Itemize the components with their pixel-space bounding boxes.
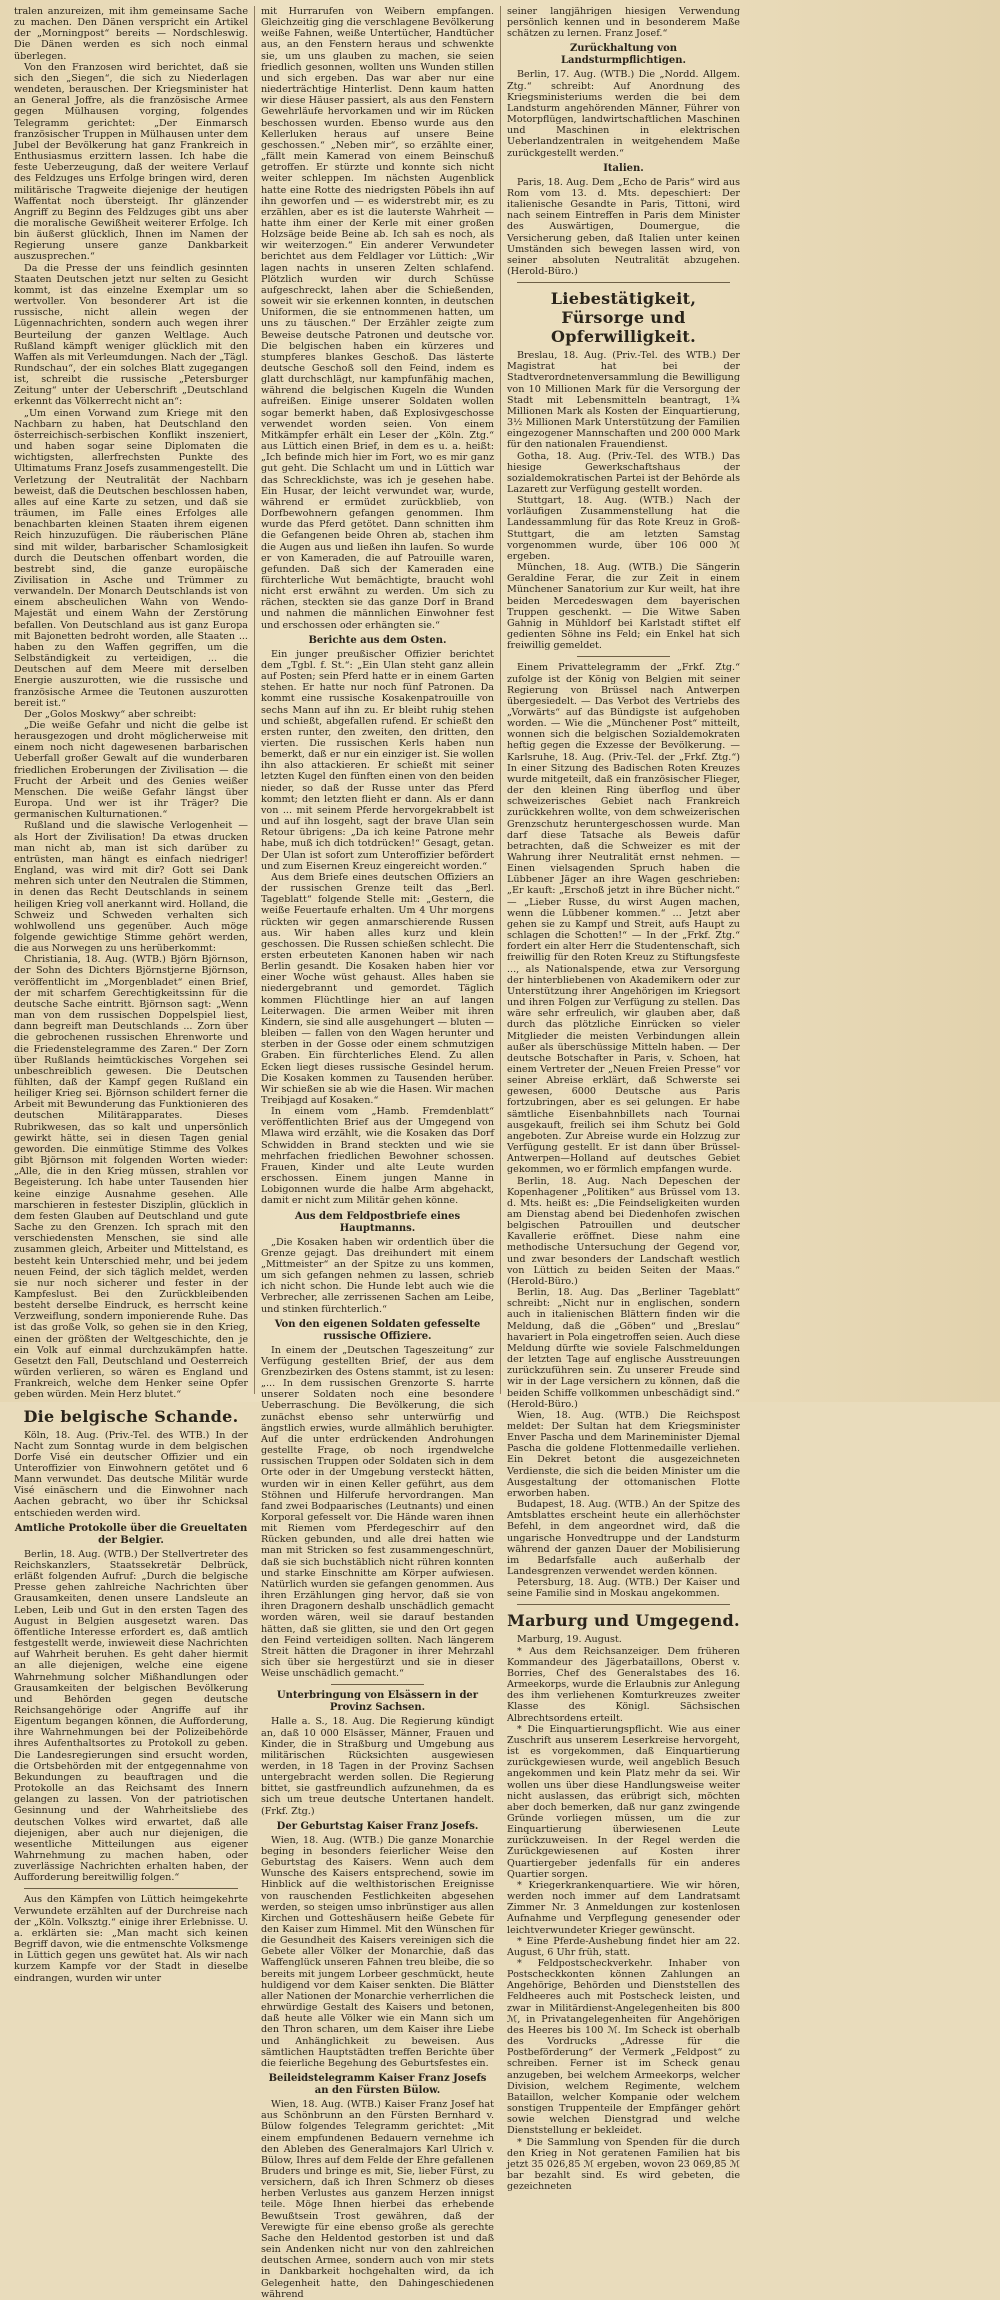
article-paragraph: seiner langjährigen hiesigen Verwendung persönlich kennen und in besonderem Maße schätzen zu lernen. Franz Josef.“ [507,6,740,40]
article-paragraph: Marburg, 19. August. [517,1634,622,1646]
section-heading: Marburg und Umgegend. [507,1611,740,1631]
article-paragraph: Berlin, 17. Aug. (WTB.) Die „Nordd. Allgem. Ztg.“ schreibt: Auf Anordnung des Kriegsministeriums werden die bei dem Landsturm angehörenden Männer, Führer von Motorpflügen, landwirtschaftlichen Maschinen und Maschinen in elektrischen Ueberlandzentralen in weitgehendem Maße zurückgestellt werden.“ [507,69,740,159]
article-paragraph: Da die Presse der uns feindlich gesinnten Staaten Deutschen jetzt nur selten zu Gesicht kommt, ist das einzelne Exemplar um so wertvoller. Von besonderer Art ist die russische, nicht allein wegen der Lügennachrichten, sondern auch wegen ihrer Beurteilung der ganzen Weltlage. Auch Rußland kämpft weniger glücklich mit den Waffen als mit Verleumdungen. Nach der „Tägl. Rundschau“, der ein solches Blatt zugegangen ist, schreibt die russische „Petersburger Zeitung“ unter der Ueberschrift „Deutschland erkennt das Völkerrecht nicht an“: [14,262,248,408]
article-subheading: Von den eigenen Soldaten gefesselte russische Offiziere. [274,1318,481,1342]
article-paragraph: In einem vom „Hamb. Fremdenblatt“ veröffentlichten Brief aus der Umgegend von Mlawa wird erzählt, wie die Kosaken das Dorf Schwidden in Brand steckten und wie sie mehrfachen friedlichen Bewohner schossen. Frauen, Kinder und alte Leute wurden erschossen. Einem jungen Manne in Lobigonnen wurde die halbe Arm abgehackt, damit er nicht zum Militär gehen könne. [261,1106,494,1207]
article-subheading: Aus dem Feldpostbriefe eines Hauptmanns. [294,1210,461,1234]
article-paragraph: * Kriegerkrankenquartiere. Wie wir hören, werden noch immer auf dem Landratsamt Zimmer Nr. 3 Anmeldungen zur kostenlosen Aufnahme und Verpflegung genesender oder leichtverwundeter Krieger gewünscht. [507,1879,740,1936]
article-paragraph: „Die Kosaken haben wir ordentlich über die Grenze gejagt. Das dreihundert mit einem „Mittmeister“ an der Spitze zu uns kommen, um sich gefangen nehmen zu lassen, schrieb ich nicht schon. Die Hunde lebt auch wie die Verbrecher, alle zerrissenen Sachen am Leibe, und stinken fürchterlich.“ [261,1236,494,1315]
column-1 [8,6,254,1984]
article-paragraph: Einem Privattelegramm der „Frkf. Ztg.“ zufolge ist der König von Belgien mit seiner Regierung von Brüssel nach Antwerpen übergesiedelt. — Das Verbot des Vertriebs des „Vorwärts“ auf das Bündigste ist aufgehoben worden. — Wie die „Münchener Post“ mitteilt, wonnen sich die belgischen Sozialdemokraten heftig gegen die Exzesse der Bevölkerung. — Karlsruhe, 18. Aug. (Priv.-Tel. der „Frkf. Ztg.“) In einer Sitzung des Badischen Roten Kreuzes wurde mitgeteilt, daß ein französischer Flieger, der den kleinen Ring überflog und über schweizerisches Gebiet nach Frankreich zurückkehren wollte, von dem schweizerischen Grenzschutz heruntergeschossen wurde. Man darf diese Tatsache als Beweis dafür betrachten, daß die Schweizer es mit der Wahrung ihrer Neutralität ernst nehmen. — Einen vielsagenden Spruch haben die Lübbener Jäger an ihre Wagen geschrieben: „Er kauft: „Erschoß jetzt in ihre Bücher nicht.“ — „Lieber Russe, du wirst Augen machen, wenn die Lübbener kommen.“ ... Jetzt aber gehen sie zu Kampf und Streit, aufs Haupt zu schlagen die Schotten!“ — In der „Frkf. Ztg.“ fordert ein alter Herr die Studentenschaft, sich freiwillig für den Roten Kreuz zu Stiftungsfeste ..., als Nationalspende, etwa zur Versorgung der hinterbliebenen von Akademikern oder zur Unterstützung ihrer Angehörigen im Kriegsort und ihren Folgen zur Verfügung zu stellen. Das wäre sehr erfreulich, wir glauben aber, daß durch das plötzliche Einrücken so vieler Mitglieder die meisten Verbindungen allein außer als überschüssige Mitteln haben. — Der deutsche Botschafter in Paris, v. Schoen, hat einem Vertreter der „Neuen Freien Presse“ vor seiner Abreise erklärt, daß Schwerste sei gewesen, 6000 Deutsche aus Paris fortzubringen, aber es sei gelungen. Er habe sämtliche Eisenbahnbillets nach Tournai ausgekauft, freilich sei ihm Schutz bei Gold angeboten. Zur Abreise wurde ein Holzzug zur Verfügung gestellt. Er ist dann über Brüssel-Antwerpen—Holland auf deutsches Gebiet gekommen, wo er förmlich empfangen wurde. [507,662,740,1176]
article-paragraph: Wien, 18. Aug. (WTB.) Die Reichspost meldet: Der Sultan hat dem Kriegsminister Enver Pascha und dem Marineminister Djemal Pascha die goldene Flottenmedaille verliehen. Ein Dekret betont die ausgezeichneten Verdienste, die sich die beiden Minister um die Ausgestaltung der ottomanischen Flotte erworben haben. [507,1409,740,1499]
column-2 [254,6,500,2300]
article-paragraph: mit Hurrarufen von Weibern empfangen. Gleichzeitig ging die verschlagene Bevölkerung weiße Fahnen, weiße Untertücher, Handtücher aus, an den Fenstern heraus und schwenkte sie, um uns glauben zu machen, sie seien friedlich gesonnen, wollten uns Wunden stillen und sich ergeben. Das war aber nur eine niederträchtige Hinterlist. Denn kaum hatten wir diese Häuser passiert, als aus den Fenstern Gewehrläufe hervorkamen und wir im Rücken beschossen wurden. Ebenso wurde aus den Kellerluken heraus auf unsere Beine geschossen.“ „Neben mir“, so erzählte einer, „fällt mein Kamerad von einem Beinschuß getroffen. Er stürzte und konnte sich nicht weiter schleppen. Im nächsten Augenblick hatte eine Rotte des niedrigsten Pöbels ihn auf ihn geworfen und — es widerstrebt mir, es zu erzählen, aber es ist die lauterste Wahrheit — hatte ihm einer der Kerle mit einer großen Holzsäge beide Beine ab. Ich sah es noch, als wir weiterzogen.“ Ein anderer Verwundeter berichtet aus dem Feldlager vor Lüttich: „Wir lagen nachts in unseren Zelten schlafend. Plötzlich wurden wir durch Schüsse aufgeschreckt, lahen aber die Schießenden, soweit wir sie erkennen konnten, in deutschen Uniformen, die sie entnommenen hatten, um uns zu täuschen.“ Der Erzähler zeigte zum Beweise deutsche Patronen und deutsche vor. Die belgischen haben ein kürzeres und stumpferes blankes Geschoß. Das lästerte deutsche Geschoß soll den Feind, indem es glatt durchschlägt, nur kampfunfähig machen, während die belgischen Kugeln die Wunden aufreißen. Einige unserer Soldaten wollen sogar bemerkt haben, daß Explosivgeschosse verwendet worden seien. Von einem Mitkämpfer erhält ein Leser der „Köln. Ztg.“ aus Lüttich einen Brief, in dem es u. a. heißt: „Ich befinde mich hier im Fort, wo es mir ganz gut geht. Die Schlacht um und in Lüttich war das Schrecklichste, was ich je gesehen habe. Ein Husar, der leicht verwundet war, wurde, während er ermüdet zurückblieb, von Dorfbewohnern gefangen genommen. Ihm wurde das Pferd getötet. Dann schnitten ihm die Gefangenen beide Ohren ab, stachen ihm die Augen aus und ließen ihn laufen. So wurde er von Kameraden, die auf Patrouille waren, gefunden. Daß sich der Kameraden eine fürchterliche Wut bemächtigte, braucht wohl nicht erst erwähnt zu werden. Um sich zu rächen, steckten sie das ganze Dorf in Brand und nahmen die männlichen Einwohner fest und erschossen oder erhängten sie.“ [261,6,494,631]
article-subheading: Zurückhaltung von Landsturmpflichtigen. [560,43,687,67]
column-3 [500,6,746,2193]
article-paragraph: „Die weiße Gefahr und nicht die gelbe ist herausgezogen und droht möglicherweise mit einem noch nicht dagewesenen barbarischen Ueberfall großer Gewalt auf die wunderbaren friedlichen Eroberungen der Zivilisation — die Frucht der Arbeit und des Genies weißer Menschen. Die weiße Gefahr längst über Europa. Und wer ist ihr Träger? Die germanischen Kulturnationen.“ [14,720,248,821]
article-paragraph: Stuttgart, 18. Aug. (WTB.) Nach der vorläufigen Zusammenstellung hat die Landessammlung für das Rote Kreuz in Groß-Stuttgart, die am letzten Samstag vorgenommen wurde, über 106 000 ℳ ergeben. [507,495,740,562]
article-paragraph: Rußland und die slawische Verlogenheit — als Hort der Zivilisation! Da etwas drucken man nicht ab, man ist sich darüber zu entrüsten, man hängt es einfach niedriger! England, was wird mit dir? Gott sei Dank mehren sich unter den Neutralen die Stimmen, in denen das Recht Deutschlands in seinem heiligen Krieg voll anerkannt wird. Holland, die Schweiz und Schweden verhalten sich wohlwollend uns gegenüber. Auch möge folgende gewichtige Stimme gehört werden, die aus Norwegen zu uns herüberkommt: [14,820,248,955]
article-paragraph: Budapest, 18. Aug. (WTB.) An der Spitze des Amtsblattes erscheint heute ein allerhöchster Befehl, in dem angeordnet wird, daß die ungarische Honvedtruppe und der Landsturm während der ganzen Dauer der Mobilisierung im Bedarfsfalle auch außerhalb der Landesgrenzen verwendet werden können. [507,1499,740,1577]
section-divider [24,1888,238,1889]
article-paragraph: Köln, 18. Aug. (Priv.-Tel. des WTB.) In der Nacht zum Sonntag wurde in dem belgischen Dorfe Visé ein deutscher Offizier und ein Unteroffizier von Einwohnern getötet und 6 Mann verwundet. Das deutsche Militär wurde Visé einäschern und die Einwohner nach Aachen gebracht, wo über ihr Schicksal entschieden werden wird. [14,1429,248,1519]
article-subheading: Beileidstelegramm Kaiser Franz Josefs an den Fürsten Bülow. [268,2073,487,2097]
article-paragraph: Gotha, 18. Aug. (Priv.-Tel. des WTB.) Das hiesige Gewerkschaftshaus der sozialdemokratischen Partei ist der Behörde als Lazarett zur Verfügung gestellt worden. [507,450,740,495]
article-divider [577,656,670,657]
article-paragraph: * Feldpostscheckverkehr. Inhaber von Postscheckkonten können Zahlungen an Angehörige, Behörden und Dienststellen des Feldheeres auch mit Postscheck leisten, und zwar in Militärdienst-Angelegenheiten bis 800 ℳ, in Privatangelegenheiten für Angehörigen des Heeres bis 100 ℳ. Im Scheck ist oberhalb des Vordrucks „Adresse für die Postbeförderung“ der Vermerk „Feldpost“ zu schreiben. Ferner ist im Scheck genau anzugeben, bei welchem Armeekorps, welcher Division, welchem Regimente, welchem Bataillon, welcher Kompanie oder welchem sonstigen Truppenteile der Empfänger gehört sowie welchen Dienstgrad und welche Dienststellung er bekleidet. [507,1958,740,2137]
article-paragraph: Wien, 18. Aug. (WTB.) Die ganze Monarchie beging in besonders feierlicher Weise den Geburtstag des Kaisers. Wenn auch dem Wunsche des Kaisers entsprechend, sowie im Hinblick auf die welthistorischen Ereignisse von rauschenden Festlichkeiten abgesehen werden, so steigen umso inbrünstiger aus allen Kirchen und Gotteshäusern heiße Gebete für den Kaiser zum Himmel. Mit den Wünschen für die Gesundheit des Kaisers vereinigen sich die Gebete aller Völker der Monarchie, daß das Waffenglück unseren Fahnen treu bleibe, die so bereits mit jungem Lorbeer geschmückt, heute huldigend vor dem Kaiser senkten. Die Blätter aller Nationen der Monarchie verherrlichen die ehrwürdige Gestalt des Kaisers und betonen, daß heute alle Völker wie ein Mann sich um den Thron scharen, um dem Kaiser ihre Liebe und Anhänglichkeit zu beweisen. Aus sämtlichen Hauptstädten treffen Berichte über die feierliche Begehung des Geburtsfestes ein. [261,1834,494,2069]
article-subheading: Unterbringung von Elsässern in der Provinz Sachsen. [276,1690,479,1714]
article-subheading: Der Geburtstag Kaiser Franz Josefs. [276,1820,479,1832]
article-subheading: Berichte aus dem Osten. [308,634,447,646]
article-paragraph: Breslau, 18. Aug. (Priv.-Tel. des WTB.) Der Magistrat hat bei der Stadtverordnetenversammlung die Bewilligung von 10 Millionen Mark für die Versorgung der Stadt mit Lebensmitteln beantragt, 1¾ Millionen Mark als Kosten der Einquartierung, 3½ Millionen Mark Unterstützung der Familien eingezogener Mannschaften und 200 000 Mark für den nationalen Frauendienst. [507,350,740,451]
article-paragraph: * Aus dem Reichsanzeiger. Dem früheren Kommandeur des Jägerbataillons, Oberst v. Borries, Chef des Generalstabes des 16. Armeekorps, wurde die Erlaubnis zur Anlegung des ihm verliehenen Komturkreuzes zweiter Klasse des Königl. Sächsischen Albrechtsordens erteilt. [507,1645,740,1724]
article-paragraph: „Um einen Vorwand zum Kriege mit den Nachbarn zu haben, hat Deutschland den österreichisch-serbischen Konflikt inszeniert, und haben sogar seine Diplomaten die wichtigsten, allerfrechsten Punkte des Ultimatums Franz Josefs zusammengestellt. Die Verletzung der Neutralität der Nachbarn beweist, daß die Deutschen beschlossen haben, alles auf eine Karte zu setzen, und daß sie träumen, im Falle eines Erfolges alle benachbarten kleinen Staaten ihrem eigenen Reich hinzuzufügen. Die räuberischen Pläne sind mit wilder, barbarischer Schamlosigkeit durch die Deutschen offenbart worden, die bestrebt sind, die ganze europäische Zivilisation in Asche und Trümmer zu verwandeln. Der Monarch Deutschlands ist von einem abscheulichen Wahn von Wendo-Majestät und einem Wahn der Zerstörung befallen. Von Deutschland aus ist ganz Europa mit Bajonetten bedroht worden, alle Staaten ... haben zu den Waffen gegriffen, um die Selbständigkeit zu verteidigen, ... die Deutschen auf dem Meere mit derselben Energie auszurotten, wie die russische und französische Armee die Teutonen auszurotten bereit ist.“ [14,407,248,709]
article-paragraph: tralen anzureizen, mit ihm gemeinsame Sache zu machen. Den Dänen verspricht ein Artikel der „Morningpost“ bereits — Nordschleswig. Die Dänen werden es sich noch einmal überlegen. [14,6,248,62]
article-paragraph: Petersburg, 18. Aug. (WTB.) Der Kaiser und seine Familie sind in Moskau angekommen. [507,1577,740,1600]
article-paragraph: Halle a. S., 18. Aug. Die Regierung kündigt an, daß 10 000 Elsässer, Männer, Frauen und Kinder, die in Straßburg und Umgebung aus militärischen Rücksichten ausgewiesen werden, in 18 Tagen in der Provinz Sachsen untergebracht werden sollen. Die Regierung bittet, sie gastfreundlich aufzunehmen, da es sich um treue deutsche Untertanen handelt. (Frkf. Ztg.) [261,1716,494,1817]
section-heading: Die belgische Schande. [23,1406,239,1426]
article-paragraph: Berlin, 18. Aug. Das „Berliner Tageblatt“ schreibt: „Nicht nur in englischen, sondern auch in italienischen Blättern finden wir die Meldung, daß die „Göben“ und „Breslau“ havariert in Pola eingetroffen seien. Auch diese Meldung dürfte wie soviele Falschmeldungen der letzten Tage auf englische Ausstreuungen zurückzuführen sein. Zu unserer Freude sind wir in der Lage versichern zu können, daß die beiden Schiffe vollkommen unbeschädigt sind.“ (Herold-Büro.) [507,1287,740,1410]
article-paragraph: Der „Golos Moskwy“ aber schreibt: [24,708,197,720]
article-paragraph: Christiania, 18. Aug. (WTB.) Björn Björnson, der Sohn des Dichters Björnstjerne Björnson, veröffentlicht im „Morgenbladet“ einen Brief, der mit scharfem Gerechtigkeitssinn für die deutsche Sache eintritt. Björnson sagt: „Wenn man von dem russischen Doppelspiel liest, dann begreift man Deutschlands ... Zorn über die gebrochenen russischen Ehrenworte und die Friedenstelegramme des Zaren.“ Der Zorn über Rußlands heimtückisches Vorgehen sei unbeschreiblich gewesen. Die Deutschen fühlten, daß der Kampf gegen Rußland ein heiliger Krieg sei. Björnson schildert ferner die Arbeit mit Bewunderung das Funktionieren des deutschen Militärapparates. Dieses Rubrikwesen, das so kalt und unpersönlich gewirkt hätte, sei in diesen Tagen genial geworden. Die einmütige Stimme des Volkes gibt Björnson mit folgenden Worten wieder: „Alle, die in den Krieg müssen, strahlen vor Begeisterung. Ich habe unter Tausenden hier keine einzige Ausnahme gesehen. Alle marschieren in festester Disziplin, glücklich in dem festen Glauben auf Deutschland und gute Sache zu den Grenzen. Ich sprach mit den verschiedensten Menschen, sie sind alle zusammen gleich, Arbeiter und Mittelstand, es besteht kein Unterschied mehr, und bei jedem neuen Feind, der sich täglich meldet, werden sie nur noch sicherer und fester in der Kampfeslust. Bei den Zurückbleibenden besteht derselbe Eindruck, es herrscht keine Verzweiflung, sondern imponierende Ruhe. Das ist das große Volk, so gehen sie in den Krieg, einen der größten der Weltgeschichte, den je ein Volk auf einmal durchzukämpfen hatte. Gesetzt den Fall, Deutschland und Oesterreich würden verlieren, so wären es England und Frankreich, welche dem Henker seine Opfer geben würden. Mein Herz blutet.“ [14,954,248,1401]
article-paragraph: Berlin, 18. Aug. Nach Depeschen der Kopenhagener „Politiken“ aus Brüssel vom 13. d. Mts. heißt es: „Die Feindseligkeiten wurden am Dienstag abend bei Diedenhofen zwischen belgischen Patrouillen und deutscher Kavallerie eröffnet. Diese nahm eine methodische Untersuchung der Gegend vor, und zwar besonders der Landschaft westlich von Lüttich zu beiden Seiten der Maas.“ (Herold-Büro.) [507,1175,740,1287]
article-paragraph: Ein junger preußischer Offizier berichtet dem „Tgbl. f. St.“: „Ein Ulan steht ganz allein auf Posten; sein Pferd hatte er in einem Garten stehen. Er hatte nur noch fünf Patronen. Da kommt eine russische Kosakenpatrouille von sechs Mann auf ihn zu. Er bleibt ruhig stehen und schießt, abgefallen rufend. Er schießt den ersten runter, den zweiten, den dritten, den vierten. Die russischen Kerls haben nun bemerkt, daß er nur ein einziger ist. Sie wollen ihn also attackieren. Er schießt mit seiner letzten Kugel den fünften einen von den beiden nieder, so daß der Russe unter das Pferd kommt; den letzten flieht er dann. Als er dann von ... mit seinem Pferde hervorgekrabbelt ist und auf ihn losgeht, sagt der brave Ulan sein Retour übrigens: „Da ich keine Patrone mehr habe, muß ich dich totdrücken!“ Gesagt, getan. Der Ulan ist sofort zum Unteroffizier befördert und zum Eisernen Kreuz eingereicht worden.“ [261,648,494,872]
section-divider [517,1604,730,1605]
article-paragraph: * Die Einquartierungspflicht. Wie aus einer Zuschrift aus unserem Leserkreise hervorgeht, ist es vorgekommen, daß Einquartierung zurückgewiesen wurde, weil angeblich Besuch angekommen und kein Platz mehr da sei. Wir wollen uns über diese Handlungsweise weiter nicht auslassen, das erübrigt sich, möchten aber doch bemerken, daß nur ganz zwingende Gründe vorliegen müssen, um die zur Einquartierung überwiesenen Leute zurückzuweisen. In der Regel werden die Zurückgewiesenen auf Kosten ihrer Quartiergeber jedenfalls für ein anderes Quartier sorgen. [507,1723,740,1880]
article-paragraph: Berlin, 18. Aug. (WTB.) Der Stellvertreter des Reichskanzlers, Staatssekretär Delbrück, erläßt folgenden Aufruf: „Durch die belgische Presse gehen zahlreiche Nachrichten über Grausamkeiten, denen unsere Landsleute an Leben, Leib und Gut in den ersten Tagen des August in Belgien ausgesetzt waren. Das öffentliche Interesse erfordert es, daß amtlich festgestellt werde, inwieweit diese Nachrichten auf Wahrheit beruhen. Es geht daher hiermit an alle diejenigen, welche eine eigene Wahrnehmung solcher Mißhandlungen oder Grausamkeiten der belgischen Bevölkerung und Behörden gegen deutsche Reichsangehörige oder Angriffe auf ihr Eigentum begangen können, die Aufforderung, ihre Wahrnehmungen bei der Polizeibehörde ihres Aufenthaltsortes zu Protokoll zu geben. Die Landesregierungen sind ersucht worden, die Ortsbehörden mit der entgegennahme von Bekundungen zu beauftragen und die Protokolle an das Reichsamt des Innern gelangen zu lassen. Von der patriotischen Gesinnung und der Wahrheitsliebe des deutschen Volkes wird erwartet, daß alle diejenigen, aber auch nur diejenigen, die wesentliche Mitteilungen aus eigener Wahrnehmung zu machen haben, oder zuverlässige Nachrichten erhalten haben, der Aufforderung bereitwillig folgen.“ [14,1548,248,1884]
article-paragraph: Aus den Kämpfen von Lüttich heimgekehrte Verwundete erzählten auf der Durchreise nach der „Köln. Volksztg.“ einige ihrer Erlebnisse. U. a. erklärten sie: „Man macht sich keinen Begriff davon, wie die entmenschte Volksmenge in Lüttich gegen uns gewütet hat. Als wir nach kurzem Kampfe vor der Stadt in dieselbe eindrangen, wurden wir unter [14,1894,248,1984]
article-paragraph: In einem der „Deutschen Tageszeitung“ zur Verfügung gestellten Brief, der aus dem Grenzbezirken des Ostens stammt, ist zu lesen: „... In dem russischen Grenzorte S. harrte unserer Soldaten noch eine besondere Ueberraschung. Die Bevölkerung, die sich zunächst ebenso sehr unterwürfig und ängstlich erwies, wurde allmählich beruhigter. Auf die unter erdrückenden Androhungen gestellte Frage, ob noch irgendwelche russischen Truppen oder Soldaten sich in dem Orte oder in der Umgebung versteckt hätten, wurden wir in einen Keller geführt, aus dem Stöhnen und Hilferufe hervordrangen. Man fand zwei Bodpaarisches (Leutnants) und einen Korporal gefesselt vor. Die Hände waren ihnen mit Riemen vom Pferdegeschirr auf den Rücken gebunden, und alle drei hatten wie man mit Stricken so fest zusammengeschnürt, daß sie sich buchstäblich nicht rühren konnten und starke Einschnitte am Körper aufwiesen. Natürlich wurden sie gefangen genommen. Aus ihren Erzählungen ging hervor, daß sie von ihren Dragonern deshalb unschädlich gemacht worden wären, weil sie darauf bestanden hätten, daß sie glitten, sie und den Ort gegen den Feind verteidigen sollten. Nach längerem Streit hätten die Dragoner in ihrer Mehrzahl sich über sie hergestürzt und sie in dieser Weise unschädlich gemacht.“ [261,1344,494,1680]
section-heading: Liebestätigkeit, Fürsorge und Opferwilligkeit. [550,289,697,347]
section-divider [517,282,730,283]
article-paragraph: München, 18. Aug. (WTB.) Die Sängerin Geraldine Ferar, die zur Zeit in einem Münchener Sanatorium zur Kur weilt, hat ihre beiden Mercedeswagen dem bayerischen Truppen geschenkt. — Die Witwe Saben Gahnig in Mühldorf bei Karlstadt stiftet elf gedienten Söhne ins Feld; ein Enkel hat sich freiwillig gemeldet. [507,562,740,652]
article-paragraph: Wien, 18. Aug. (WTB.) Kaiser Franz Josef hat aus Schönbrunn an den Fürsten Bernhard v. Bülow folgendes Telegramm gerichtet: „Mit einem empfundenen Bedauern vernehme ich den Ableben des Generalmajors Karl Ulrich v. Bülow, Ihres auf dem Felde der Ehre gefallenen Bruders und bringe es mit, Sie, lieber Fürst, zu versichern, daß ich Ihren Schmerz ob dieses herben Verlustes aus ganzem Herzen innigst teile. Möge Ihnen hierbei das erhebende Bewußtsein Trost gewähren, daß der Verewigte für eine ebenso große als gerechte Sache den Heldentod gestorben ist und daß sein Andenken nicht nur von den zahlreichen deutschen Armee, sondern auch von mir stets in Dankbarkeit hochgehalten wird, da ich Gelegenheit hatte, den Dahingeschiedenen während [261,2099,494,2300]
article-paragraph: Von den Franzosen wird berichtet, daß sie sich den „Siegen“, die sich zu Niederlagen wendeten, berauschen. Der Kriegsminister hat an General Joffre, als die französische Armee gegen Mülhausen vorging, folgendes Telegramm gerichtet: „Der Einmarsch französischer Truppen in Mülhausen unter dem Jubel der Bevölkerung hat ganz Frankreich in Enthusiasmus erzittern lassen. Ich habe die feste Ueberzeugung, daß der weitere Verlauf des Feldzuges uns Erfolge bringen wird, deren militärische Tragweite diejenige der heutigen Waffentat noch übersteigt. Ihr glänzender Angriff zu Beginn des Feldzuges gibt uns aber die moralische Gewißheit weiterer Erfolge. Ich bin äußerst glücklich, Ihnen im Namen der Regierung unsere ganze Dankbarkeit auszusprechen.“ [14,61,248,263]
article-paragraph: Aus dem Briefe eines deutschen Offiziers an der russischen Grenze teilt das „Berl. Tageblatt“ folgende Stelle mit: „Gestern, die weiße Feuertaufe erhalten. Um 4 Uhr morgens rückten wir gegen anmarschierende Russen aus. Wir haben alles kurz und klein geschossen. Die Russen schießen schlecht. Die ersten erbeuteten Kanonen haben wir nach Berlin gesandt. Die Kosaken haben hier vor einer Woche wüst gehaust. Alles haben sie niedergebrannt und gemordet. Täglich kommen Flüchtlinge hier an auf langen Leiterwagen. Die armen Weiber mit ihren Kindern, sie sind alle ausgehungert — bluten — bleiben — fallen von den Wagen herunter und sterben in der Gosse oder einem schmutzigen Graben. Ein fürchterliches Elend. Zu allen Ecken liegt dieses russische Gesindel herum. Die Kosaken kommen zu Tausenden herüber. Wir schießen sie ab wie die Hasen. Wir machen Treibjagd auf Kosaken.“ [261,871,494,1106]
article-subheading: Italien. [603,162,644,174]
column-container [8,6,992,2300]
article-paragraph: * Eine Pferde-Aushebung findet hier am 22. August, 6 Uhr früh, statt. [507,1935,740,1958]
article-divider [331,1684,424,1685]
article-subheading: Amtliche Protokolle über die Greueltaten der Belgier. [14,1522,248,1546]
article-paragraph: * Die Sammlung von Spenden für die durch den Krieg in Not geratenen Familien hat bis jetzt 35 026,85 ℳ ergeben, wovon 23 069,85 ℳ bar bezahlt sind. Es wird gebeten, die gezeichneten [507,2136,740,2193]
article-paragraph: Paris, 18. Aug. Dem „Echo de Paris“ wird aus Rom vom 13. d. Mts. depeschiert: Der italienische Gesandte in Paris, Tittoni, wird nach seinem Eintreffen in Paris dem Minister des Auswärtigen, Doumergue, die Versicherung geben, daß Italien unter keinen Umständen sich bewegen lassen wird, von seiner absoluten Neutralität abzugehen. (Herold-Büro.) [507,176,740,277]
